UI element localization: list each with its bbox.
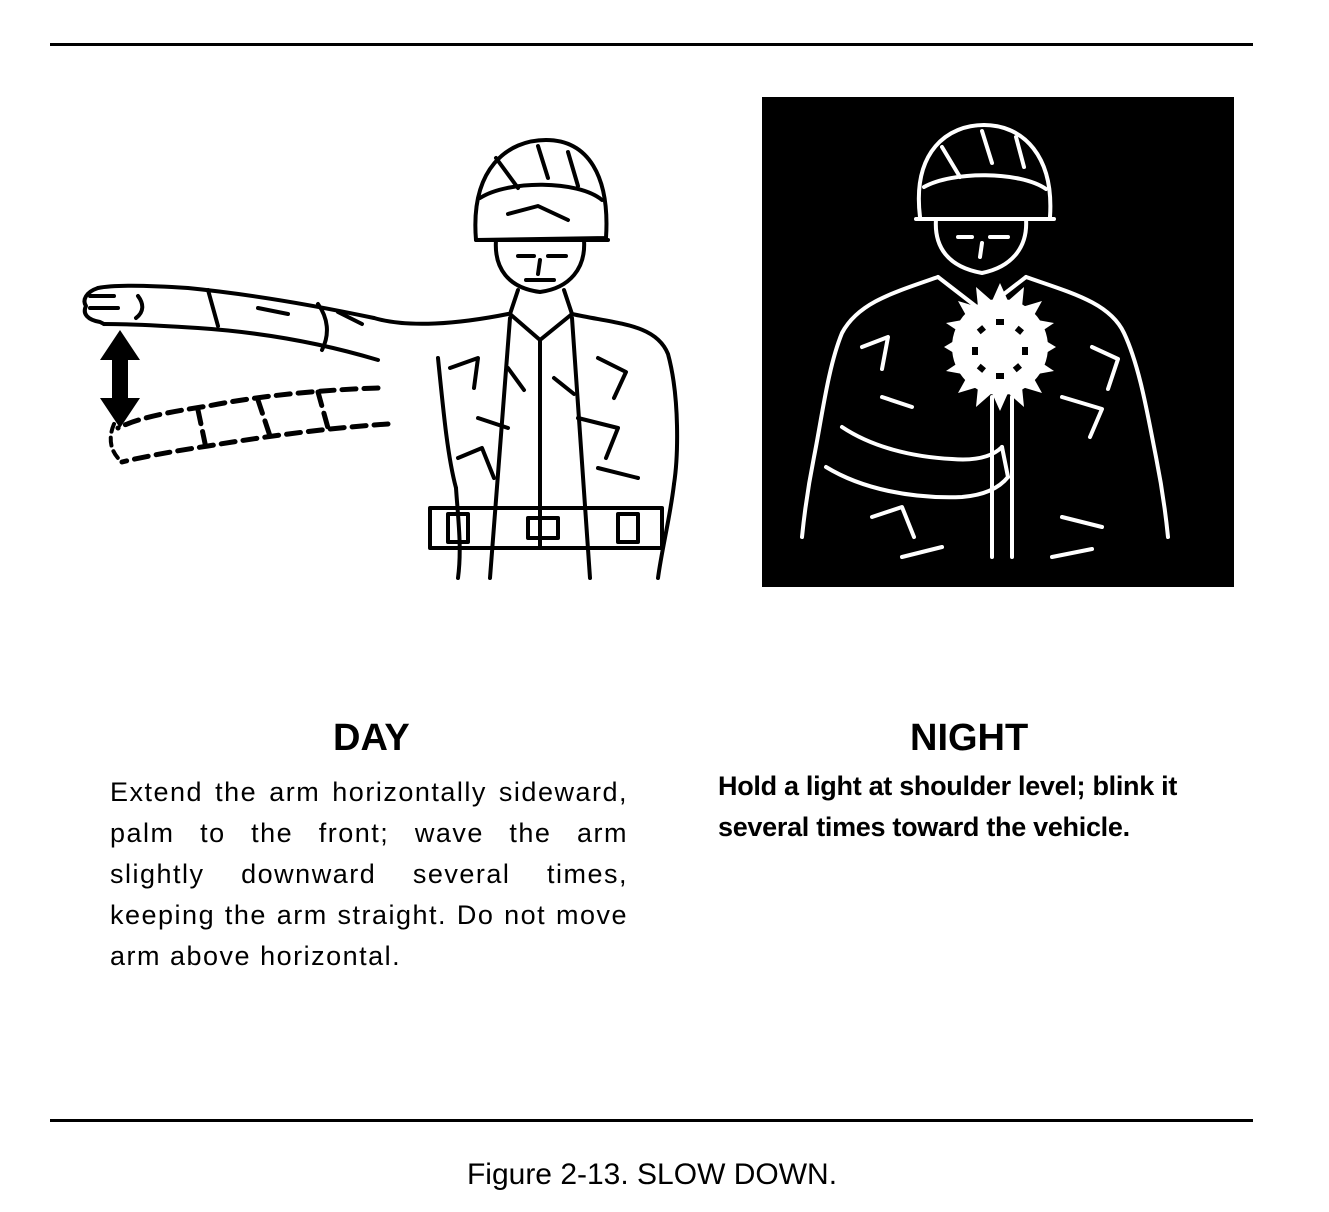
- day-heading: DAY: [333, 717, 410, 759]
- night-signal-illustration: [762, 97, 1234, 587]
- night-instruction: Hold a light at shoulder level; blink it several times toward the vehicle.: [718, 771, 1178, 842]
- night-heading: NIGHT: [910, 717, 1029, 759]
- day-instruction: Extend the arm horizontally sideward, palm to the front; wave the arm slightly downward several times, keeping the arm straight. Do not move arm above horizontal.: [110, 777, 628, 971]
- top-rule: [50, 43, 1253, 46]
- bottom-rule: [50, 1119, 1253, 1122]
- day-signal-illustration: [78, 128, 688, 590]
- figure-caption: Figure 2-13. SLOW DOWN.: [466, 1158, 838, 1191]
